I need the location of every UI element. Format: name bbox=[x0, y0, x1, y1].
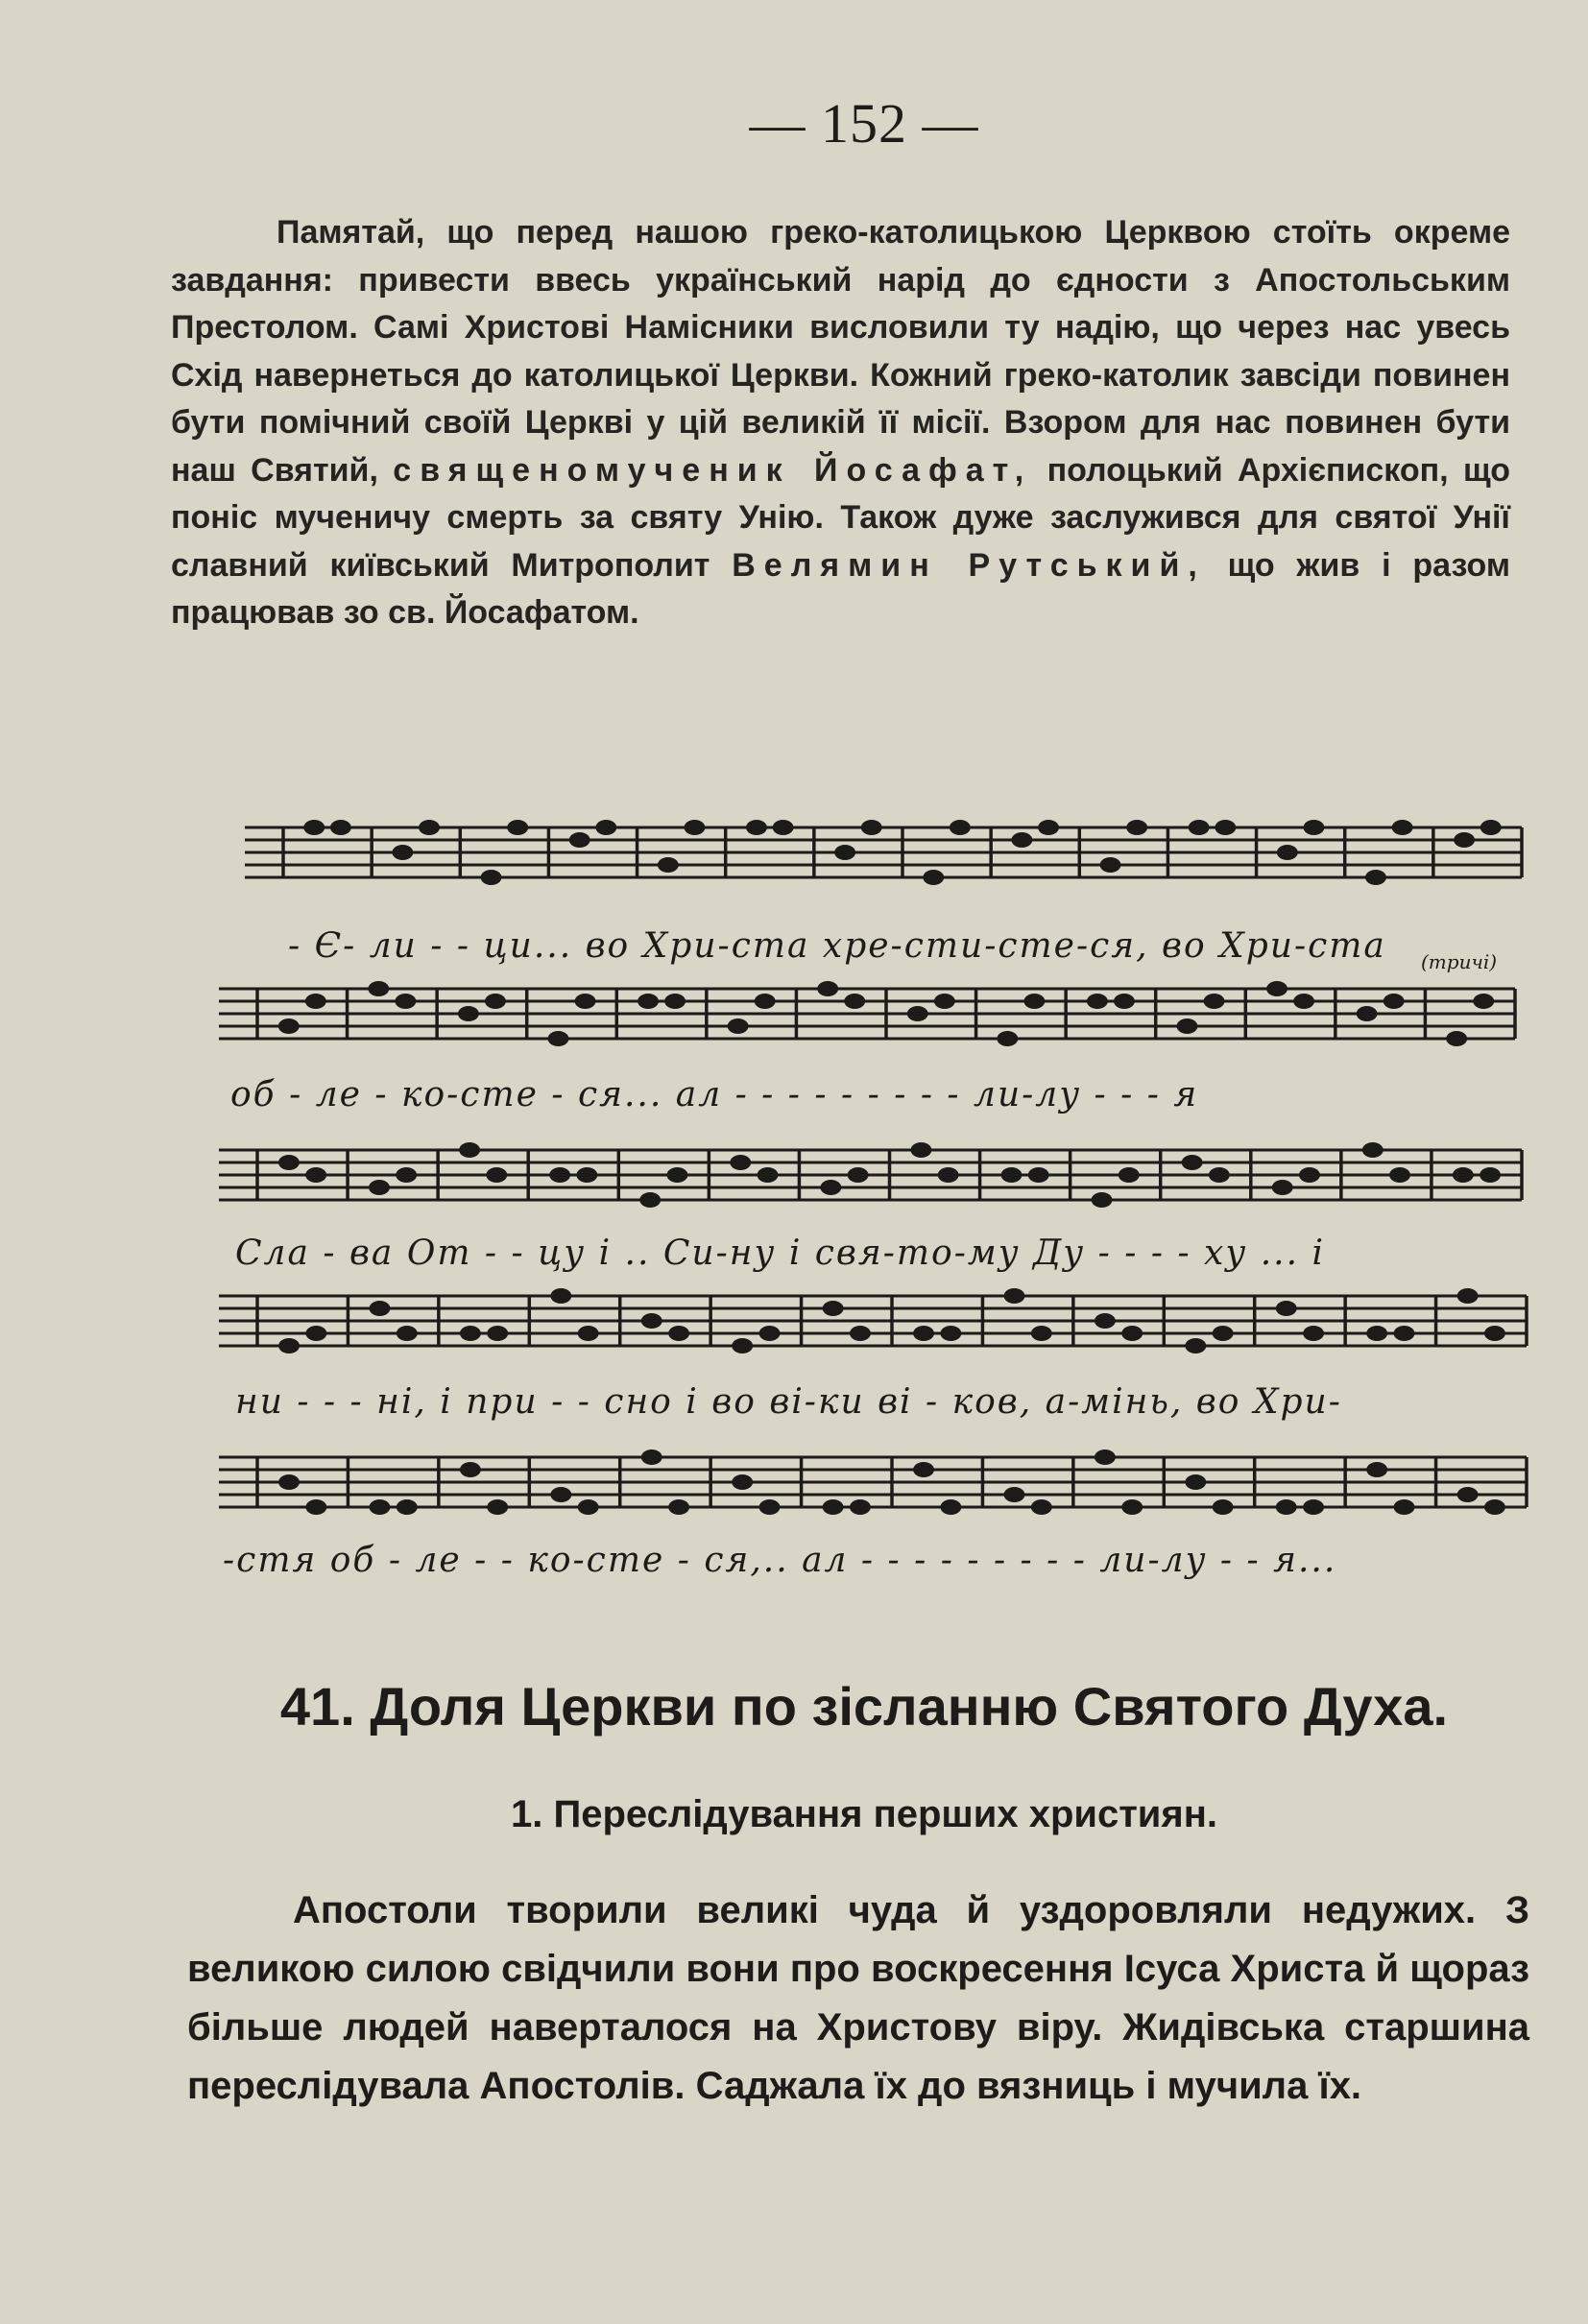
note-head bbox=[460, 1326, 481, 1341]
note-head bbox=[1392, 820, 1413, 835]
note-head bbox=[305, 1167, 326, 1183]
note-head bbox=[1031, 1326, 1052, 1341]
note-head bbox=[1365, 870, 1386, 885]
note-head bbox=[1189, 820, 1210, 835]
section-title: 41. Доля Церкви по зісланню Святого Духа. bbox=[279, 1676, 1449, 1737]
note-head bbox=[578, 1326, 599, 1341]
note-head bbox=[303, 820, 325, 835]
note-head bbox=[923, 870, 944, 885]
note-head bbox=[732, 1338, 753, 1354]
note-head bbox=[1366, 1462, 1387, 1477]
section-paragraph: Апостоли творили великі чуда й уздоровляли недужих. З великою силою свідчили вони про воскресення Ісуса Христа й щораз більше людей наверталося на Христову віру. Жидівська старшина переслідувала Апостолів. Саджала їх до вязниць і мучила їх. bbox=[187, 1889, 1529, 2107]
note-head bbox=[684, 820, 705, 835]
note-head bbox=[1446, 1031, 1467, 1046]
note-head bbox=[997, 1031, 1018, 1046]
note-head bbox=[550, 1487, 571, 1502]
note-head bbox=[1204, 994, 1225, 1009]
note-head bbox=[1366, 1326, 1387, 1341]
note-head bbox=[658, 857, 679, 873]
note-head bbox=[1357, 1006, 1378, 1021]
note-head bbox=[940, 1499, 961, 1515]
lyric-line-4: ни - - - ні, і при - - сно і во ві-ки ві - ков, а-мінь, во Хри- bbox=[235, 1382, 1342, 1422]
note-head bbox=[481, 870, 502, 885]
note-head bbox=[732, 1474, 753, 1490]
note-head bbox=[940, 1326, 961, 1341]
note-head bbox=[844, 994, 865, 1009]
note-head bbox=[1121, 1326, 1143, 1341]
intro-paragraph bbox=[171, 209, 1510, 637]
note-head bbox=[1303, 1499, 1324, 1515]
note-head bbox=[1003, 1487, 1024, 1502]
note-head bbox=[305, 1326, 326, 1341]
note-head bbox=[817, 981, 838, 996]
note-head bbox=[1095, 1450, 1116, 1465]
note-head bbox=[278, 1474, 300, 1490]
note-head bbox=[1293, 994, 1314, 1009]
note-head bbox=[755, 994, 776, 1009]
note-head bbox=[595, 820, 616, 835]
note-head bbox=[1023, 994, 1045, 1009]
intro-part-3: що жив і разом працював зо св. Йосафатом. bbox=[171, 546, 1510, 631]
note-head bbox=[1383, 994, 1405, 1009]
lyric-line-3: Сла - ва От - - цу і .. Си-ну і свя-то-му Ду - - - - ху ... і bbox=[235, 1234, 1325, 1273]
note-head bbox=[861, 820, 882, 835]
note-head bbox=[1182, 1155, 1203, 1170]
note-head bbox=[330, 820, 351, 835]
note-head bbox=[396, 1167, 417, 1183]
note-head bbox=[910, 1142, 931, 1158]
note-head bbox=[368, 981, 389, 996]
intro-part-1: Памятай, що перед нашою греко-католицькою Церквою стоїть окреме завдання: привести ввесь український нарід до єдности з Апостольським Престолом. Самі Христові Намісники висловили ту надію, що через нас увесь Схід навернеться до католицької Церкви. Кожний греко-католик завсіди повинен бути помічний своїй Церкві у цій великій її місії. Взором для нас повинен бути наш Святий, bbox=[171, 214, 1510, 489]
note-head bbox=[1389, 1167, 1410, 1183]
note-head bbox=[1087, 994, 1108, 1009]
note-head bbox=[392, 845, 413, 860]
note-head bbox=[848, 1167, 869, 1183]
note-head bbox=[1480, 1167, 1501, 1183]
section-body bbox=[187, 1881, 1529, 2116]
note-head bbox=[1277, 845, 1298, 860]
note-head bbox=[773, 820, 794, 835]
note-head bbox=[369, 1180, 390, 1195]
note-head bbox=[834, 845, 855, 860]
note-head bbox=[759, 1499, 781, 1515]
note-head bbox=[395, 994, 416, 1009]
note-head bbox=[1185, 1338, 1206, 1354]
note-head bbox=[305, 994, 326, 1009]
note-head bbox=[487, 1326, 508, 1341]
note-head bbox=[419, 820, 440, 835]
note-head bbox=[459, 1142, 480, 1158]
note-head bbox=[1185, 1474, 1206, 1490]
note-head bbox=[1176, 1018, 1197, 1034]
note-head bbox=[1038, 820, 1059, 835]
note-head bbox=[1303, 820, 1324, 835]
note-head bbox=[666, 1167, 687, 1183]
note-head bbox=[1454, 832, 1475, 848]
note-head bbox=[950, 820, 971, 835]
note-head bbox=[730, 1155, 751, 1170]
note-head bbox=[1095, 1313, 1116, 1329]
note-head bbox=[1028, 1167, 1049, 1183]
note-head bbox=[823, 1499, 844, 1515]
note-head bbox=[549, 1167, 570, 1183]
note-head bbox=[1266, 981, 1287, 996]
note-head bbox=[1299, 1167, 1320, 1183]
note-head bbox=[1031, 1499, 1052, 1515]
note-head bbox=[1453, 1167, 1474, 1183]
note-head bbox=[850, 1326, 871, 1341]
note-head bbox=[1126, 820, 1147, 835]
note-head bbox=[907, 1006, 928, 1021]
note-head bbox=[1484, 1499, 1505, 1515]
lyric-line-5: -стя об - ле - - ко-сте - ся,.. ал - - - - - - - - - ли-лу - - я... bbox=[223, 1541, 1337, 1580]
intro-text bbox=[171, 209, 1510, 637]
note-head bbox=[639, 1192, 661, 1208]
note-head bbox=[569, 832, 590, 848]
note-head bbox=[278, 1338, 300, 1354]
note-head bbox=[460, 1462, 481, 1477]
note-head bbox=[550, 1288, 571, 1304]
note-head bbox=[397, 1499, 418, 1515]
note-head bbox=[1011, 832, 1032, 848]
note-head bbox=[1213, 1326, 1234, 1341]
note-head bbox=[1272, 1180, 1293, 1195]
note-head bbox=[507, 820, 528, 835]
note-head bbox=[823, 1301, 844, 1316]
note-head bbox=[485, 994, 506, 1009]
lyric-line-1: - Є- ли - - ци... во Хри-ста хре-сти-сте-ся, во Хри-ста bbox=[288, 926, 1386, 966]
note-head bbox=[758, 1167, 779, 1183]
note-head bbox=[728, 1018, 749, 1034]
note-head bbox=[746, 820, 767, 835]
note-head bbox=[305, 1499, 326, 1515]
note-head bbox=[578, 1499, 599, 1515]
note-head bbox=[1457, 1288, 1479, 1304]
note-head bbox=[1100, 857, 1121, 873]
note-head bbox=[576, 1167, 597, 1183]
note-head bbox=[486, 1167, 507, 1183]
intro-spaced-name-2: Велямин Рутський, bbox=[732, 546, 1206, 584]
note-head bbox=[487, 1499, 508, 1515]
repeat-annotation: (тричі) bbox=[1421, 950, 1498, 973]
note-head bbox=[1209, 1167, 1230, 1183]
note-head bbox=[664, 994, 686, 1009]
note-head bbox=[369, 1499, 390, 1515]
note-head bbox=[1457, 1487, 1479, 1502]
note-head bbox=[913, 1326, 934, 1341]
note-head bbox=[1114, 994, 1135, 1009]
note-head bbox=[938, 1167, 959, 1183]
note-head bbox=[1003, 1288, 1024, 1304]
intro-spaced-name-1: священомученик Йосафат, bbox=[393, 451, 1033, 489]
note-head bbox=[850, 1499, 871, 1515]
note-head bbox=[638, 994, 659, 1009]
page-number: — 152 — bbox=[749, 92, 979, 155]
note-head bbox=[1119, 1167, 1140, 1183]
note-head bbox=[1394, 1326, 1415, 1341]
note-head bbox=[1276, 1499, 1297, 1515]
note-head bbox=[1480, 820, 1502, 835]
note-head bbox=[820, 1180, 841, 1195]
note-head bbox=[759, 1326, 781, 1341]
note-head bbox=[1000, 1167, 1022, 1183]
note-head bbox=[668, 1326, 689, 1341]
note-head bbox=[278, 1155, 300, 1170]
note-head bbox=[1303, 1326, 1324, 1341]
note-head bbox=[1484, 1326, 1505, 1341]
note-head bbox=[1394, 1499, 1415, 1515]
note-head bbox=[668, 1499, 689, 1515]
note-head bbox=[641, 1450, 662, 1465]
note-head bbox=[1213, 1499, 1234, 1515]
note-head bbox=[1092, 1192, 1113, 1208]
note-head bbox=[547, 1031, 568, 1046]
lyric-line-2: об - ле - ко-сте - ся... ал - - - - - - - - - ли-лу - - - я bbox=[230, 1075, 1199, 1114]
note-head bbox=[1215, 820, 1236, 835]
note-head bbox=[369, 1301, 390, 1316]
note-head bbox=[641, 1313, 662, 1329]
note-head bbox=[1121, 1499, 1143, 1515]
note-head bbox=[575, 994, 596, 1009]
note-head bbox=[913, 1462, 934, 1477]
note-head bbox=[1276, 1301, 1297, 1316]
note-head bbox=[458, 1006, 479, 1021]
note-head bbox=[397, 1326, 418, 1341]
note-head bbox=[1362, 1142, 1383, 1158]
section-subtitle: 1. Переслідування перших християн. bbox=[510, 1793, 1218, 1835]
note-head bbox=[934, 994, 955, 1009]
note-head bbox=[1473, 994, 1494, 1009]
intro-part-2: полоцький Архієпископ, що поніс мученичу смерть за святу Унію. Також дуже заслужився для святої Унії славний київський Митрополит bbox=[171, 451, 1511, 584]
note-head bbox=[278, 1018, 300, 1034]
